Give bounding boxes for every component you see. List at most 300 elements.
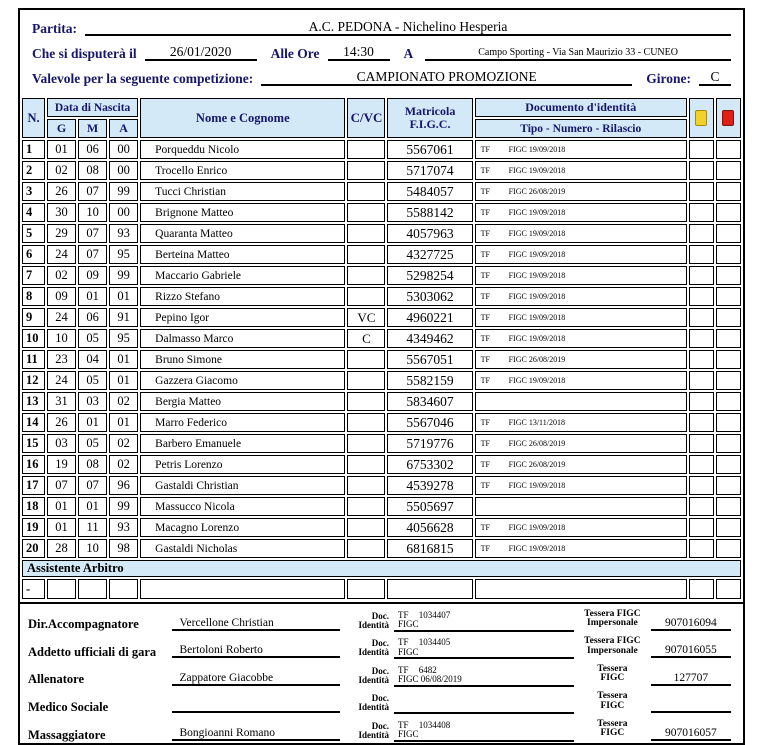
player-yellow-cell (689, 161, 714, 180)
player-number: 4 (22, 203, 45, 222)
player-document-type: TF (480, 166, 490, 175)
player-yellow-cell (689, 140, 714, 159)
player-birth-month: 06 (78, 308, 107, 327)
player-birth-year: 00 (109, 140, 138, 159)
player-yellow-cell (689, 182, 714, 201)
player-row (22, 203, 741, 222)
player-birth-day: 26 (47, 182, 76, 201)
player-row (22, 266, 741, 285)
player-birth-day: 02 (47, 161, 76, 180)
player-document-type: TF (480, 418, 490, 427)
player-captain-flag (347, 245, 385, 264)
col-header-captain: C/VC (347, 98, 385, 138)
staff-role-label: Allenatore (28, 672, 85, 687)
player-birth-month: 07 (78, 182, 107, 201)
player-number: 1 (22, 140, 45, 159)
player-document-type: TF (480, 292, 490, 301)
player-row (22, 161, 741, 180)
staff-tessera-label (574, 720, 651, 739)
staff-doc-value-line2: FIGC 06/08/2019 (398, 674, 462, 685)
player-document-issue: FIGC 19/09/2018 (508, 481, 566, 490)
assistente-cvc-cell (347, 579, 385, 599)
player-name: Berteina Matteo (140, 245, 345, 264)
col-header-red-card (716, 98, 741, 138)
player-name: Quaranta Matteo (140, 224, 345, 243)
staff-doc-value-line2: FIGC (398, 619, 419, 630)
player-captain-flag (347, 434, 385, 453)
player-yellow-cell (689, 224, 714, 243)
player-document (475, 455, 687, 474)
player-number: 15 (22, 434, 45, 453)
player-row (22, 140, 741, 159)
staff-tessera-label-line2: FIGC (600, 728, 625, 739)
staff-tessera-label-line2: FIGC (600, 673, 625, 684)
player-birth-month: 08 (78, 161, 107, 180)
player-document (475, 518, 687, 537)
player-matricola: 5505697 (387, 497, 472, 516)
player-number: 10 (22, 329, 45, 348)
staff-tessera-value: 907016057 (651, 727, 731, 741)
staff-row (28, 608, 735, 636)
player-document-issue: FIGC 26/08/2019 (508, 460, 566, 469)
player-document (475, 476, 687, 495)
player-birth-year: 93 (109, 518, 138, 537)
player-yellow-cell (689, 308, 714, 327)
player-row (22, 350, 741, 369)
player-name: Macagno Lorenzo (140, 518, 345, 537)
player-document (475, 497, 687, 516)
player-document (475, 245, 687, 264)
assistente-name-cell (140, 579, 345, 599)
staff-tessera-label-line2: FIGC (600, 700, 625, 711)
player-number: 7 (22, 266, 45, 285)
player-birth-day: 09 (47, 287, 76, 306)
player-birth-month: 10 (78, 203, 107, 222)
player-document-type: TF (480, 271, 490, 280)
player-document-type: TF (480, 145, 490, 154)
player-birth-year: 02 (109, 392, 138, 411)
assistente-yellow-cell (689, 579, 714, 599)
player-document (475, 371, 687, 390)
staff-tessera-label-line1: Tessera (597, 691, 628, 702)
player-name: Pepino Igor (140, 308, 345, 327)
assistente-arbitro-row (22, 560, 741, 577)
player-row (22, 539, 741, 558)
player-captain-flag: VC (347, 308, 385, 327)
player-red-cell (716, 287, 741, 306)
player-red-cell (716, 224, 741, 243)
staff-row (28, 691, 735, 719)
player-matricola: 4056628 (387, 518, 472, 537)
player-birth-day: 24 (47, 371, 76, 390)
player-birth-month: 01 (78, 497, 107, 516)
player-birth-year: 99 (109, 266, 138, 285)
assistente-day-cell (47, 579, 76, 599)
staff-doc-value-line1: TF 1034407 (398, 609, 451, 620)
matricola-line2: F.I.G.C. (409, 117, 451, 131)
staff-tessera-label-line1: Tessera (597, 718, 628, 729)
player-document-type: TF (480, 376, 490, 385)
players-body (22, 140, 741, 558)
player-row (22, 413, 741, 432)
staff-doc-value-line1: TF 1034405 (398, 637, 451, 648)
player-document (475, 308, 687, 327)
staff-doc-label-line2: Identità (358, 647, 390, 658)
player-document (475, 434, 687, 453)
col-header-year: A (109, 119, 138, 138)
player-number: 13 (22, 392, 45, 411)
player-name: Barbero Emanuele (140, 434, 345, 453)
player-name: Porqueddu Nicolo (140, 140, 345, 159)
partita-row (32, 19, 731, 36)
player-captain-flag (347, 182, 385, 201)
player-document-issue: FIGC 19/09/2018 (508, 292, 566, 301)
player-birth-month: 03 (78, 392, 107, 411)
col-header-birthdate: Data di Nascita (47, 98, 138, 117)
player-birth-year: 99 (109, 182, 138, 201)
player-document-issue: FIGC 19/09/2018 (508, 334, 566, 343)
staff-tessera-label-line2: Impersonale (587, 645, 638, 656)
player-document (475, 350, 687, 369)
col-header-month: M (78, 119, 107, 138)
staff-role-label: Medico Sociale (28, 700, 109, 715)
player-red-cell (716, 539, 741, 558)
player-row (22, 497, 741, 516)
player-number: 2 (22, 161, 45, 180)
player-number: 5 (22, 224, 45, 243)
player-number: 19 (22, 518, 45, 537)
player-row (22, 392, 741, 411)
staff-doc-label-line1: Doc. (371, 693, 390, 704)
player-name: Massucco Nicola (140, 497, 345, 516)
player-yellow-cell (689, 287, 714, 306)
player-document-issue: FIGC 19/09/2018 (508, 145, 566, 154)
player-row (22, 434, 741, 453)
player-birth-month: 07 (78, 476, 107, 495)
staff-doc-label-line1: Doc. (371, 665, 390, 676)
player-name: Dalmasso Marco (140, 329, 345, 348)
player-number: 14 (22, 413, 45, 432)
assistente-year-cell (109, 579, 138, 599)
player-name: Tucci Christian (140, 182, 345, 201)
player-birth-month: 10 (78, 539, 107, 558)
player-birth-month: 08 (78, 455, 107, 474)
player-birth-year: 00 (109, 161, 138, 180)
staff-doc-label (340, 722, 394, 740)
player-matricola: 5567061 (387, 140, 472, 159)
staff-doc-label-line2: Identità (358, 702, 390, 713)
col-header-yellow-card (689, 98, 714, 138)
player-captain-flag (347, 287, 385, 306)
yellow-card-icon (695, 110, 707, 126)
staff-row (28, 718, 735, 745)
player-birth-month: 05 (78, 329, 107, 348)
player-document (475, 203, 687, 222)
assistente-document-cell (475, 579, 687, 599)
player-yellow-cell (689, 203, 714, 222)
assistente-red-cell (716, 579, 741, 599)
player-birth-year: 01 (109, 371, 138, 390)
player-red-cell (716, 266, 741, 285)
staff-doc-label-line1: Doc. (371, 610, 390, 621)
staff-role-label: Addetto ufficiali di gara (28, 644, 157, 659)
staff-name: Bertoloni Roberto (172, 644, 341, 658)
assistente-month-cell (78, 579, 107, 599)
staff-doc-label (340, 639, 394, 657)
player-birth-day: 07 (47, 476, 76, 495)
staff-row (28, 636, 735, 664)
player-yellow-cell (689, 434, 714, 453)
player-document-issue: FIGC 26/08/2019 (508, 187, 566, 196)
venue-value: Campo Sporting - Via San Maurizio 33 - CUNEO (425, 46, 731, 61)
player-document-issue: FIGC 19/09/2018 (508, 250, 566, 259)
player-row (22, 245, 741, 264)
player-document (475, 329, 687, 348)
player-row (22, 329, 741, 348)
player-red-cell (716, 518, 741, 537)
player-matricola: 4057963 (387, 224, 472, 243)
player-document-type: TF (480, 355, 490, 364)
staff-doc-value-line1: TF 6482 (398, 664, 437, 675)
competition-label: Valevole per la seguente competizione: (32, 71, 254, 86)
player-document-issue: FIGC 13/11/2018 (508, 418, 565, 427)
col-header-day: G (47, 119, 76, 138)
player-row (22, 287, 741, 306)
player-red-cell (716, 455, 741, 474)
player-red-cell (716, 140, 741, 159)
player-matricola: 5567046 (387, 413, 472, 432)
girone-label: Girone: (646, 71, 691, 86)
col-header-matricola (387, 98, 472, 138)
player-name: Bruno Simone (140, 350, 345, 369)
player-document-type: TF (480, 460, 490, 469)
player-name: Gazzera Giacomo (140, 371, 345, 390)
player-matricola: 4349462 (387, 329, 472, 348)
player-name: Rizzo Stefano (140, 287, 345, 306)
player-captain-flag (347, 224, 385, 243)
venue-label: A (403, 46, 414, 61)
player-document-issue: FIGC 26/08/2019 (508, 439, 566, 448)
player-yellow-cell (689, 413, 714, 432)
player-birth-day: 24 (47, 308, 76, 327)
assistente-empty-row (22, 579, 741, 599)
player-number: 20 (22, 539, 45, 558)
staff-doc-value-line2: FIGC (398, 729, 419, 740)
player-matricola: 4960221 (387, 308, 472, 327)
staff-tessera-label (574, 665, 651, 684)
staff-doc-label (340, 694, 394, 712)
player-yellow-cell (689, 245, 714, 264)
col-header-name: Nome e Cognome (140, 98, 345, 138)
staff-name (172, 711, 341, 713)
red-card-icon (722, 110, 734, 126)
date-value: 26/01/2020 (145, 44, 257, 61)
player-document (475, 182, 687, 201)
player-red-cell (716, 371, 741, 390)
player-birth-day: 31 (47, 392, 76, 411)
player-captain-flag (347, 497, 385, 516)
staff-doc-label-line1: Doc. (371, 720, 390, 731)
player-captain-flag (347, 476, 385, 495)
player-red-cell (716, 308, 741, 327)
player-birth-day: 29 (47, 224, 76, 243)
staff-role-label: Dir.Accompagnatore (28, 617, 139, 632)
player-captain-flag (347, 266, 385, 285)
player-document-issue: FIGC 19/09/2018 (508, 229, 566, 238)
staff-doc-label (340, 612, 394, 630)
player-yellow-cell (689, 392, 714, 411)
player-birth-month: 06 (78, 140, 107, 159)
player-red-cell (716, 245, 741, 264)
girone-value: C (699, 69, 731, 86)
player-birth-year: 95 (109, 329, 138, 348)
player-birth-year: 91 (109, 308, 138, 327)
staff-doc-value (394, 611, 574, 632)
player-captain-flag (347, 203, 385, 222)
player-name: Marro Federico (140, 413, 345, 432)
player-captain-flag: C (347, 329, 385, 348)
col-header-number: N. (22, 98, 45, 138)
player-document (475, 392, 687, 411)
staff-row (28, 663, 735, 691)
time-value: 14:30 (328, 44, 390, 61)
player-birth-day: 26 (47, 413, 76, 432)
staff-tessera-label-line1: Tessera (597, 663, 628, 674)
player-yellow-cell (689, 371, 714, 390)
player-birth-year: 95 (109, 245, 138, 264)
player-yellow-cell (689, 266, 714, 285)
player-birth-day: 24 (47, 245, 76, 264)
staff-tessera-label-line1: Tessera FIGC (584, 608, 641, 619)
player-captain-flag (347, 392, 385, 411)
player-document (475, 224, 687, 243)
player-document-type: TF (480, 187, 490, 196)
staff-tessera-label (574, 610, 651, 629)
player-captain-flag (347, 140, 385, 159)
col-header-document: Documento d'identità (475, 98, 687, 117)
player-document-type: TF (480, 481, 490, 490)
player-birth-year: 02 (109, 455, 138, 474)
player-yellow-cell (689, 329, 714, 348)
player-captain-flag (347, 413, 385, 432)
assistente-arbitro-label: Assistente Arbitro (22, 560, 741, 577)
player-matricola: 5567051 (387, 350, 472, 369)
staff-doc-value (394, 638, 574, 659)
player-name: Trocello Enrico (140, 161, 345, 180)
player-birth-month: 05 (78, 371, 107, 390)
player-birth-month: 07 (78, 224, 107, 243)
staff-tessera-value (651, 699, 731, 713)
player-birth-year: 99 (109, 497, 138, 516)
player-number: 18 (22, 497, 45, 516)
player-number: 3 (22, 182, 45, 201)
player-document-type: TF (480, 250, 490, 259)
player-document (475, 539, 687, 558)
player-row (22, 182, 741, 201)
staff-doc-value (394, 666, 574, 687)
player-birth-day: 23 (47, 350, 76, 369)
player-matricola: 6753302 (387, 455, 472, 474)
staff-tessera-label (574, 692, 651, 711)
staff-name: Zappatore Giacobbe (172, 672, 341, 686)
player-red-cell (716, 497, 741, 516)
player-birth-month: 01 (78, 413, 107, 432)
assistente-number-cell: - (22, 579, 45, 599)
player-document-type: TF (480, 334, 490, 343)
player-matricola: 5588142 (387, 203, 472, 222)
player-yellow-cell (689, 455, 714, 474)
assistente-section (22, 560, 741, 599)
player-captain-flag (347, 455, 385, 474)
player-name: Gastaldi Nicholas (140, 539, 345, 558)
player-birth-day: 02 (47, 266, 76, 285)
player-birth-day: 01 (47, 518, 76, 537)
player-document-type: TF (480, 523, 490, 532)
player-birth-year: 01 (109, 413, 138, 432)
player-document-issue: FIGC 19/09/2018 (508, 271, 566, 280)
player-matricola: 5303062 (387, 287, 472, 306)
staff-doc-value-line1: TF 1034408 (398, 719, 451, 730)
player-birth-day: 30 (47, 203, 76, 222)
staff-tessera-value: 127707 (651, 672, 731, 686)
player-birth-year: 01 (109, 350, 138, 369)
staff-role-label: Massaggiatore (28, 727, 106, 742)
player-birth-month: 07 (78, 245, 107, 264)
player-number: 8 (22, 287, 45, 306)
player-birth-month: 04 (78, 350, 107, 369)
player-document-issue: FIGC 19/09/2018 (508, 313, 566, 322)
player-red-cell (716, 392, 741, 411)
player-matricola: 5582159 (387, 371, 472, 390)
player-birth-day: 28 (47, 539, 76, 558)
partita-value: A.C. PEDONA - Nichelino Hesperia (85, 19, 731, 36)
player-number: 17 (22, 476, 45, 495)
player-document (475, 287, 687, 306)
player-birth-month: 05 (78, 434, 107, 453)
partita-label: Partita: (32, 21, 77, 36)
player-red-cell (716, 161, 741, 180)
player-birth-day: 03 (47, 434, 76, 453)
player-document-type: TF (480, 439, 490, 448)
player-row (22, 455, 741, 474)
player-number: 6 (22, 245, 45, 264)
player-document (475, 266, 687, 285)
player-birth-year: 93 (109, 224, 138, 243)
staff-doc-label-line2: Identità (358, 674, 390, 685)
player-birth-day: 01 (47, 497, 76, 516)
competition-value: CAMPIONATO PROMOZIONE (261, 69, 632, 86)
player-document-issue: FIGC 19/09/2018 (508, 544, 566, 553)
player-matricola: 5298254 (387, 266, 472, 285)
player-yellow-cell (689, 350, 714, 369)
player-matricola: 5834607 (387, 392, 472, 411)
date-label: Che si disputerà il (32, 46, 137, 61)
player-document-issue: FIGC 26/08/2019 (508, 355, 566, 364)
player-matricola: 4539278 (387, 476, 472, 495)
player-red-cell (716, 182, 741, 201)
player-roster-table (20, 96, 743, 601)
player-yellow-cell (689, 518, 714, 537)
player-birth-month: 01 (78, 287, 107, 306)
player-captain-flag (347, 539, 385, 558)
player-document-type: TF (480, 544, 490, 553)
assistente-matricola-cell (387, 579, 472, 599)
player-matricola: 6816815 (387, 539, 472, 558)
staff-name: Bongioanni Romano (172, 727, 341, 741)
player-row (22, 371, 741, 390)
player-birth-year: 01 (109, 287, 138, 306)
player-document-type: TF (480, 229, 490, 238)
